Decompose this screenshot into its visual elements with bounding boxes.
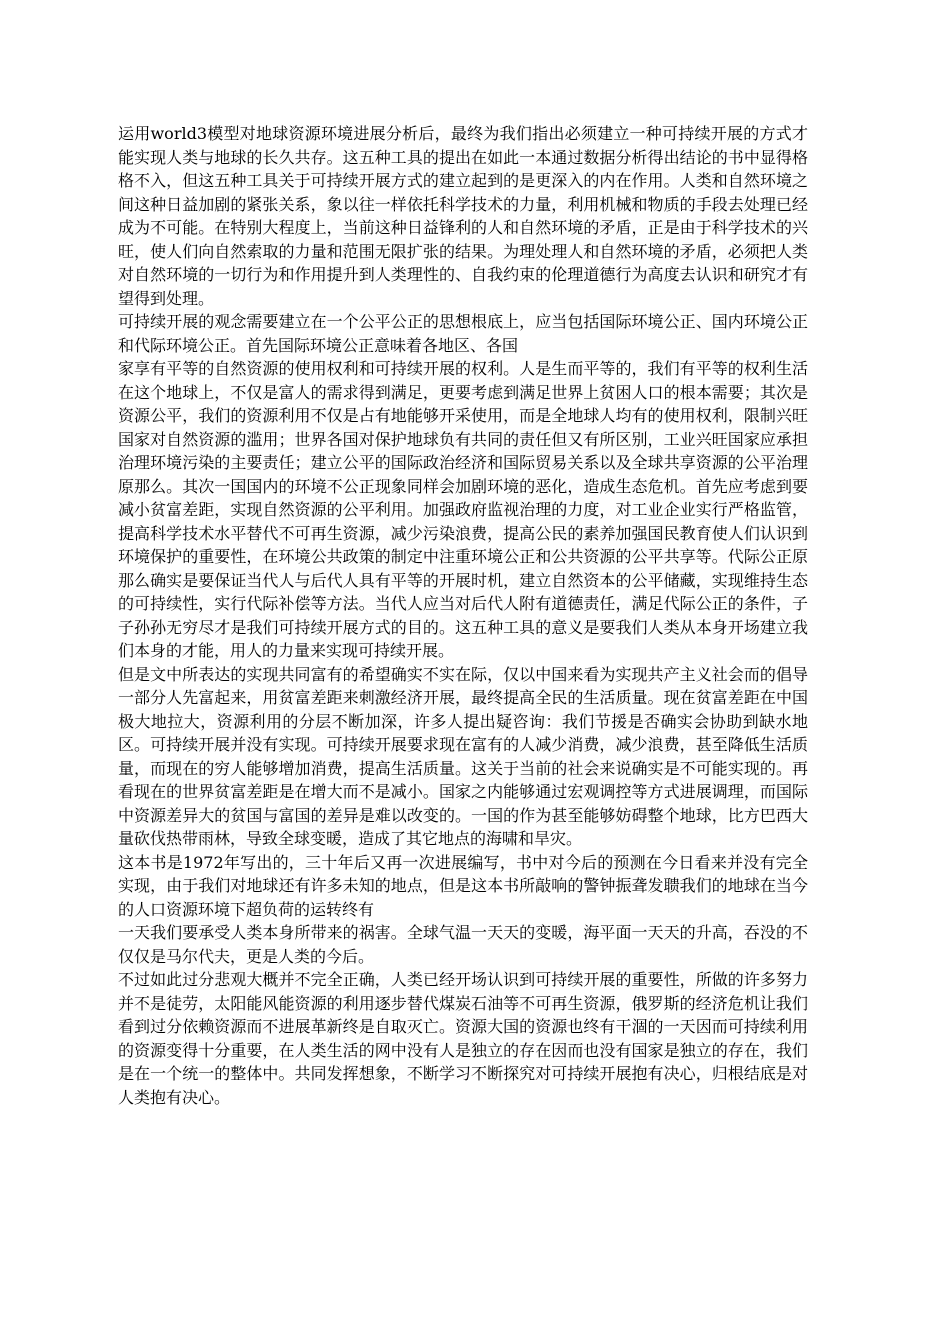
paragraph-conclusion: 不过如此过分悲观大概并不完全正确，人类已经开场认识到可持续开展的重要性，所做的许多努力并不是徒劳，太阳能风能资源的利用逐步替代煤炭石油等不可再生资源，俄罗斯的经济危机让我们看到过分依赖资源而不进展革新终是自取灭亡。资源大国的资源也终有干涸的一天因而可持续利用的资源变得十分重要，在人类生活的网中没有人是独立的存在因而也没有国家是独立的存在，我们是在一个统一的整体中。共同发挥想象，不断学习不断探究对可持续开展抱有决心，归根结底是对人类抱有决心。 bbox=[118, 970, 808, 1107]
document-body bbox=[118, 122, 808, 1109]
paragraph-fairness-foundation: 可持续开展的观念需要建立在一个公平公正的思想根底上，应当包括国际环境公正、国内环境公正和代际环境公正。首先国际环境公正意味着各地区、各国 bbox=[118, 312, 808, 355]
paragraph-environmental-justice: 家享有平等的自然资源的使用权利和可持续开展的权利。人是生而平等的，我们有平等的权利生活在这个地球上，不仅是富人的需求得到满足，更要考虑到满足世界上贫困人口的根本需要；其次是资源公平，我们的资源利用不仅是占有地能够开采使用，而是全地球人均有的使用权利，限制兴旺国家对自然资源的滥用；世界各国对保护地球负有共同的责任但又有所区别，工业兴旺国家应承担治理环境污染的主要责任；建立公平的国际政治经济和国际贸易关系以及全球共享资源的公平治理原那么。其次一国国内的环境不公正现象同样会加剧环境的恶化，造成生态危机。首先应考虑到要减小贫富差距，实现自然资源的公平利用。加强政府监视治理的力度，对工业企业实行严格监管，提高科学技术水平替代不可再生资源，减少污染浪费，提高公民的素养加强国民教育使人们认识到环境保护的重要性，在环境公共政策的制定中注重环境公正和公共资源的公平共享等。代际公正原那么确实是要保证当代人与后代人具有平等的开展时机，建立自然资本的公平储藏，实现维持生态的可持续性，实行代际补偿等方法。当代人应当对后代人附有道德责任，满足代际公正的条件，子子孙孙无穷尽才是我们可持续开展方式的目的。这五种工具的意义是要我们人类从本身开场建立我们本身的才能，用人的力量来实现可持续开展。 bbox=[118, 359, 808, 660]
paragraph-wealth-gap: 但是文中所表达的实现共同富有的希望确实不实在际，仅以中国来看为实现共产主义社会而的倡导一部分人先富起来，用贫富差距来刺激经济开展，最终提高全民的生活质量。现在贫富差距在中国极大地拉大，资源利用的分层不断加深，许多人提出疑咨询：我们节援是否确实会协助到缺水地区。可持续开展并没有实现。可持续开展要求现在富有的人减少消费，减少浪费，甚至降低生活质量，而现在的穷人能够增加消费，提高生活质量。这关于当前的社会来说确实是不可能实现的。再看现在的世界贫富差距是在增大而不是减小。国家之内能够通过宏观调控等方式进展调理，而国际中资源差异大的贫国与富国的差异是难以改变的。一国的作为甚至能够妨碍整个地球，比方巴西大量砍伐热带雨林，导致全球变暖，造成了其它地点的海啸和旱灾。 bbox=[118, 664, 808, 848]
paragraph-consequences: 一天我们要承受人类本身所带来的祸害。全球气温一天天的变暖，海平面一天天的升高，吞没的不仅仅是马尔代夫，更是人类的今后。 bbox=[118, 923, 808, 966]
paragraph-book-1972: 这本书是1972年写出的，三十年后又再一次进展编写，书中对今后的预测在今日看来并没有完全实现，由于我们对地球还有许多未知的地点，但是这本书所敲响的警钟振聋发聩我们的地球在当今的人口资源环境下超负荷的运转终有 bbox=[118, 852, 808, 919]
paragraph-world3-analysis: 运用world3模型对地球资源环境进展分析后，最终为我们指出必须建立一种可持续开展的方式才能实现人类与地球的长久共存。这五种工具的提出在如此一本通过数据分析得出结论的书中显得格格不入，但这五种工具关于可持续开展方式的建立起到的是更深入的内在作用。人类和自然环境之间这种日益加剧的紧张关系，象以往一样依托科学技术的力量，利用机械和物质的手段去处理已经成为不可能。在特别大程度上，当前这种日益锋利的人和自然环境的矛盾，正是由于科学技术的兴旺，使人们向自然索取的力量和范围无限扩张的结果。为理处理人和自然环境的矛盾，必须把人类对自然环境的一切行为和作用提升到人类理性的、自我约束的伦理道德行为高度去认识和研究才有望得到处理。 bbox=[118, 124, 808, 308]
